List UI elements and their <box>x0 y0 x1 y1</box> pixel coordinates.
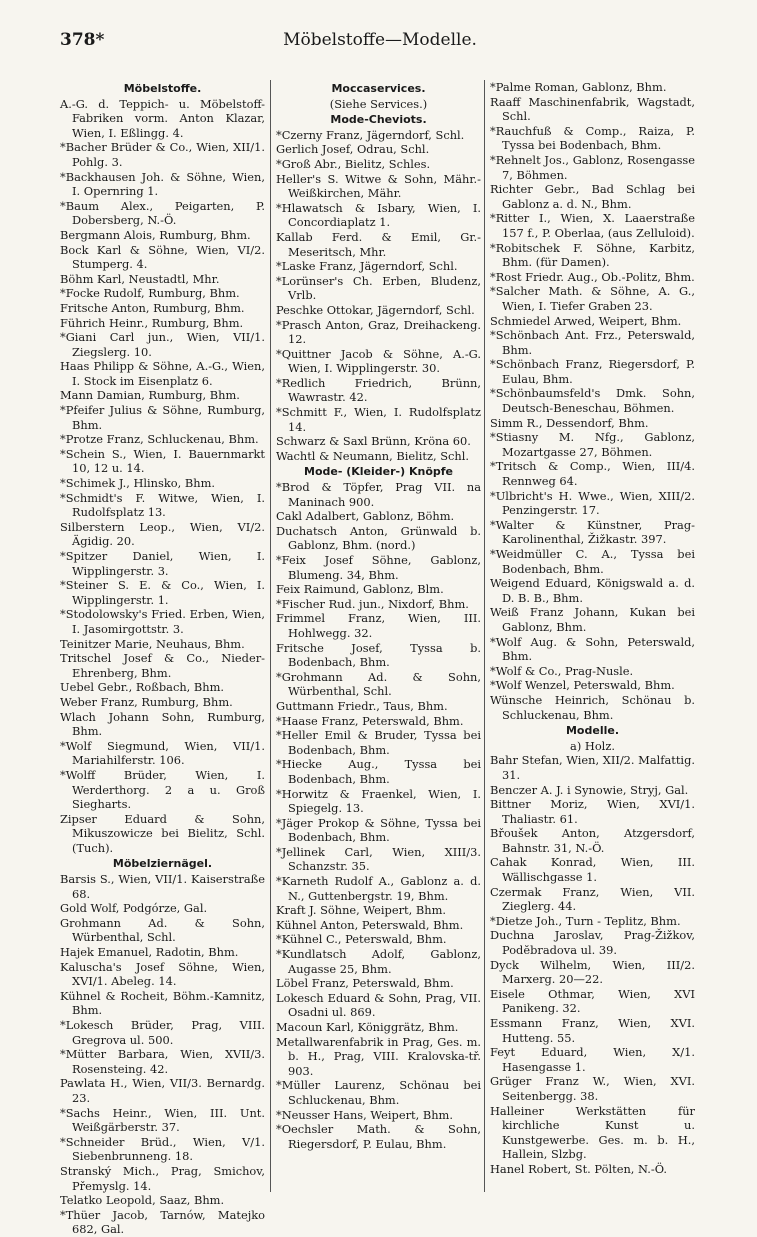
directory-entry: Schwarz & Saxl Brünn, Kröna 60. <box>276 434 471 449</box>
directory-entry: Weiß Franz Johann, Kukan bei Gablonz, Bhm. <box>490 605 695 634</box>
directory-entry: *Hlawatsch & Isbary, Wien, I. Concordiaplatz 1. <box>276 200 481 230</box>
directory-entry: Pawlata H., Wien, VII/3. Bernardg. 23. <box>60 1076 265 1105</box>
directory-entry: Essmann Franz, Wien, XVI. Hutteng. 55. <box>490 1016 695 1045</box>
directory-entry: Bittner Moriz, Wien, XVI/1. Thaliastr. 61. <box>490 797 695 826</box>
directory-entry: *Baum Alex., Peigarten, P. Dobersberg, N.-Ö. <box>60 198 265 228</box>
directory-entry: *Schmidt's F. Witwe, Wien, I. Rudolfsplatz 13. <box>60 490 265 520</box>
directory-entry: Metallwarenfabrik in Prag, Ges. m. b. H., Prag, VIII. Kralovska-tř. 903. <box>276 1034 481 1078</box>
column-rule-left <box>270 80 271 1192</box>
directory-entry: Kühnel Anton, Peterswald, Bhm. <box>276 917 464 932</box>
directory-entry: Fritsche Anton, Rumburg, Bhm. <box>60 300 245 315</box>
directory-entry: Tritschel Josef & Co., Nieder-Ehrenberg, Bhm. <box>60 651 265 680</box>
directory-entry: *Schönbaumsfeld's Dmk. Sohn, Deutsch-Beneschau, Böhmen. <box>490 386 695 416</box>
directory-entry: Břoušek Anton, Atzgersdorf, Bahnstr. 31, N.-Ö. <box>490 826 695 855</box>
directory-entry: Feyt Eduard, Wien, X/1. Hasengasse 1. <box>490 1045 695 1074</box>
directory-entry: Fritsche Josef, Tyssa b. Bodenbach, Bhm. <box>276 640 481 670</box>
directory-entry: *Pfeifer Julius & Söhne, Rumburg, Bhm. <box>60 403 265 432</box>
directory-entry: Barsis S., Wien, VII/1. Kaiserstraße 68. <box>60 872 265 901</box>
directory-entry: *Rost Friedr. Aug., Ob.-Politz, Bhm. <box>490 269 695 284</box>
directory-entry: Dyck Wilhelm, Wien, III/2. Marxerg. 20—22. <box>490 957 695 987</box>
directory-entry: Heller's S. Witwe & Sohn, Mähr.-Weißkirchen, Mähr. <box>276 171 481 201</box>
directory-entry: Grüger Franz W., Wien, XVI. Seitenbergg. 38. <box>490 1074 695 1103</box>
directory-entry: *Steiner S. E. & Co., Wien, I. Wipplingerstr. 1. <box>60 578 265 607</box>
column-rule-right <box>484 80 485 1192</box>
directory-entry: Kaluscha's Josef Söhne, Wien, XVI/1. Abeleg. 14. <box>60 959 265 989</box>
section-heading: Möbelziernägel. <box>112 857 213 871</box>
directory-entry: Eisele Othmar, Wien, XVI Panikeng. 32. <box>490 986 695 1016</box>
directory-entry: Czermak Franz, Wien, VII. Zieglerg. 44. <box>490 884 695 914</box>
directory-entry: *Hiecke Aug., Tyssa bei Bodenbach, Bhm. <box>276 757 481 786</box>
directory-entry: *Giani Carl jun., Wien, VII/1. Ziegslerg. 10. <box>60 330 265 359</box>
directory-entry: *Oechsler Math. & Sohn, Riegersdorf, P. Eulau, Bhm. <box>276 1122 481 1151</box>
directory-entry: Bock Karl & Söhne, Wien, VI/2. Stumperg. 4. <box>60 242 265 272</box>
section-heading: Mode- (Kleider-) Knöpfe <box>304 465 453 479</box>
directory-entry: *Grohmann Ad. & Sohn, Würbenthal, Schl. <box>276 669 481 699</box>
directory-entry: Silberstern Leop., Wien, VI/2. Ägidig. 20. <box>60 519 265 549</box>
directory-entry: *Lokesch Brüder, Prag, VIII. Gregrova ul. 500. <box>60 1018 265 1047</box>
directory-entry: Weber Franz, Rumburg, Bhm. <box>60 694 233 709</box>
directory-entry: *Backhausen Joh. & Söhne, Wien, I. Opernring 1. <box>60 169 265 199</box>
column-3 <box>490 80 695 1177</box>
page-header <box>60 30 700 56</box>
directory-entry: Lokesch Eduard & Sohn, Prag, VII. Osadni ul. 869. <box>276 990 481 1020</box>
directory-entry: *Robitschek F. Söhne, Karbitz, Bhm. (für Damen). <box>490 240 695 270</box>
directory-entry: Führich Heinr., Rumburg, Bhm. <box>60 315 244 330</box>
directory-entry: Peschke Ottokar, Jägerndorf, Schl. <box>276 302 475 317</box>
directory-entry: *Jäger Prokop & Söhne, Tyssa bei Bodenbach, Bhm. <box>276 815 481 845</box>
directory-entry: Mann Damian, Rumburg, Bhm. <box>60 388 240 403</box>
section-note: a) Holz. <box>570 738 615 753</box>
directory-entry: *Quittner Jacob & Söhne, A.-G. Wien, I. Wipplingerstr. 30. <box>276 346 481 376</box>
directory-entry: *Wolf Aug. & Sohn, Peterswald, Bhm. <box>490 634 695 664</box>
directory-entry: Haas Philipp & Söhne, A.-G., Wien, I. Stock im Eisenplatz 6. <box>60 359 265 388</box>
directory-entry: *Protze Franz, Schluckenau, Bhm. <box>60 432 259 447</box>
section-heading: Mode-Cheviots. <box>330 113 427 127</box>
directory-entry: *Focke Rudolf, Rumburg, Bhm. <box>60 286 240 301</box>
directory-entry: *Schneider Brüd., Wien, V/1. Siebenbrunneng. 18. <box>60 1134 265 1164</box>
directory-entry: Duchna Jaroslav, Prag-Žižkov, Podĕbradova ul. 39. <box>490 928 695 958</box>
directory-entry: *Rauchfuß & Comp., Raiza, P. Tyssa bei Bodenbach, Bhm. <box>490 123 695 153</box>
directory-entry: Hajek Emanuel, Radotin, Bhm. <box>60 945 239 960</box>
directory-entry: *Fischer Rud. jun., Nixdorf, Bhm. <box>276 596 469 611</box>
directory-entry: *Redlich Friedrich, Brünn, Wawrastr. 42. <box>276 375 481 405</box>
directory-entry: *Horwitz & Fraenkel, Wien, I. Spiegelg. 13. <box>276 786 481 816</box>
directory-entry: *Groß Abr., Bielitz, Schles. <box>276 156 431 171</box>
directory-entry: Halleiner Werkstätten für kirchliche Kunst u. Kunstgewerbe. Ges. m. b. H., Hallein, Slzbg. <box>490 1103 695 1162</box>
column-1 <box>60 80 265 1237</box>
directory-entry: *Lorünser's Ch. Erben, Bludenz, Vrlb. <box>276 273 481 303</box>
directory-entry: Wünsche Heinrich, Schönau b. Schluckenau, Bhm. <box>490 692 695 722</box>
directory-entry: *Rehnelt Jos., Gablonz, Rosengasse 7, Böhmen. <box>490 152 695 182</box>
directory-entry: *Prasch Anton, Graz, Dreihackeng. 12. <box>276 317 481 347</box>
section-heading: Moccaservices. <box>331 82 426 95</box>
directory-entry: Wlach Johann Sohn, Rumburg, Bhm. <box>60 709 265 739</box>
directory-entry: *Karneth Rudolf A., Gablonz a. d. N., Guttenbergstr. 19, Bhm. <box>276 874 481 903</box>
directory-entry: Cakl Adalbert, Gablonz, Böhm. <box>276 509 455 524</box>
section-heading: Modelle. <box>565 724 620 738</box>
directory-entry: *Weidmüller C. A., Tyssa bei Bodenbach, Bhm. <box>490 547 695 576</box>
directory-entry: Feix Raimund, Gablonz, Blm. <box>276 582 444 597</box>
column-2 <box>276 80 481 1151</box>
directory-entry: *Tritsch & Comp., Wien, III/4. Rennweg 64. <box>490 459 695 489</box>
directory-entry: Grohmann Ad. & Sohn, Würbenthal, Schl. <box>60 915 265 945</box>
directory-entry: Gold Wolf, Podgórze, Gal. <box>60 901 208 916</box>
directory-entry: Macoun Karl, Königgrätz, Bhm. <box>276 1020 459 1034</box>
directory-entry: *Kundlatsch Adolf, Gablonz, Augasse 25, Bhm. <box>276 947 481 976</box>
directory-entry: Hanel Robert, St. Pölten, N.-Ö. <box>490 1161 668 1176</box>
directory-entry: Zipser Eduard & Sohn, Mikuszowicze bei Bielitz, Schl. (Tuch). <box>60 811 265 855</box>
directory-entry: Weigend Eduard, Königswald a. d. D. B. B., Bhm. <box>490 576 695 605</box>
directory-entry: Gerlich Josef, Odrau, Schl. <box>276 142 430 157</box>
directory-entry: Bahr Stefan, Wien, XII/2. Malfattig. 31. <box>490 753 695 782</box>
directory-entry: *Wolff Brüder, Wien, I. Werderthorg. 2 a u. Groß Siegharts. <box>60 767 265 812</box>
directory-entry: Uebel Gebr., Roßbach, Bhm. <box>60 680 225 695</box>
directory-entry: Bergmann Alois, Rumburg, Bhm. <box>60 227 251 242</box>
directory-entry: Böhm Karl, Neustadtl, Mhr. <box>60 271 220 286</box>
directory-entry: *Haase Franz, Peterswald, Bhm. <box>276 713 464 728</box>
directory-entry: Löbel Franz, Peterswald, Bhm. <box>276 976 454 991</box>
directory-entry: *Schönbach Ant. Frz., Peterswald, Bhm. <box>490 328 695 357</box>
directory-entry: Schmiedel Arwed, Weipert, Bhm. <box>490 313 682 328</box>
directory-entry: *Feix Josef Söhne, Gablonz, Blumeng. 34, Bhm. <box>276 553 481 582</box>
directory-entry: Raaff Maschinenfabrik, Wagstadt, Schl. <box>490 94 695 124</box>
directory-entry: *Neusser Hans, Weipert, Bhm. <box>276 1107 453 1122</box>
directory-entry: Guttmann Friedr., Taus, Bhm. <box>276 698 448 713</box>
directory-entry: *Salcher Math. & Söhne, A. G., Wien, I. Tiefer Graben 23. <box>490 284 695 313</box>
directory-entry: *Spitzer Daniel, Wien, I. Wipplingerstr. 3. <box>60 549 265 578</box>
directory-entry: Cahak Konrad, Wien, III. Wällischgasse 1. <box>490 855 695 885</box>
directory-entry: *Wolf Wenzel, Peterswald, Bhm. <box>490 678 675 693</box>
directory-entry: *Stodolowsky's Fried. Erben, Wien, I. Jasomirgottstr. 3. <box>60 607 265 636</box>
directory-entry: Wachtl & Neumann, Bielitz, Schl. <box>276 448 470 463</box>
directory-entry: *Walter & Künstner, Prag-Karolinenthal, Žižkastr. 397. <box>490 517 695 547</box>
directory-entry: *Ritter I., Wien, X. Laaerstraße 157 f., P. Oberlaa, (aus Zelluloid). <box>490 211 695 240</box>
section-note: (Siehe Services.) <box>329 96 428 111</box>
directory-entry: *Heller Emil & Bruder, Tyssa bei Bodenbach, Bhm. <box>276 728 481 757</box>
directory-entry: *Schimek J., Hlinsko, Bhm. <box>60 476 215 491</box>
directory-entry: Kallab Ferd. & Emil, Gr.-Meseritsch, Mhr. <box>276 229 481 259</box>
directory-entry: *Wolf & Co., Prag-Nusle. <box>490 663 634 678</box>
directory-entry: Stranský Mich., Prag, Smichov, Přemyslg. 14. <box>60 1163 265 1193</box>
directory-entry: *Bacher Brüder & Co., Wien, XII/1. Pohlg. 3. <box>60 140 265 169</box>
directory-entry: *Czerny Franz, Jägerndorf, Schl. <box>276 127 465 142</box>
directory-entry: *Thüer Jacob, Tarnów, Matejko 682, Gal. <box>60 1207 265 1237</box>
directory-entry: Kühnel & Rocheit, Böhm.-Kamnitz, Bhm. <box>60 988 265 1018</box>
directory-entry: *Mütter Barbara, Wien, XVII/3. Rosensteing. 42. <box>60 1047 265 1076</box>
directory-entry: *Dietze Joh., Turn - Teplitz, Bhm. <box>490 913 681 928</box>
directory-entry: *Jellinek Carl, Wien, XIII/3. Schanzstr. 35. <box>276 844 481 874</box>
directory-entry: *Müller Laurenz, Schönau bei Schluckenau, Bhm. <box>276 1078 481 1107</box>
directory-entry: A.-G. d. Teppich- u. Möbelstoff-Fabriken vorm. Anton Klazar, Wien, I. Eßlingg. 4. <box>60 96 265 140</box>
directory-entry: *Kühnel C., Peterswald, Bhm. <box>276 932 447 947</box>
directory-entry: Richter Gebr., Bad Schlag bei Gablonz a. d. N., Bhm. <box>490 182 695 211</box>
directory-entry: *Brod & Töpfer, Prag VII. na Maninach 900. <box>276 480 481 509</box>
directory-entry: *Sachs Heinr., Wien, III. Unt. Weißgärberstr. 37. <box>60 1105 265 1135</box>
directory-entry: *Stiasny M. Nfg., Gablonz, Mozartgasse 27, Böhmen. <box>490 430 695 459</box>
directory-entry: Telatko Leopold, Saaz, Bhm. <box>60 1193 225 1208</box>
directory-entry: *Schönbach Franz, Riegersdorf, P. Eulau, Bhm. <box>490 357 695 386</box>
directory-entry: Frimmel Franz, Wien, III. Hohlwegg. 32. <box>276 611 481 640</box>
directory-entry: *Palme Roman, Gablonz, Bhm. <box>490 80 667 94</box>
directory-entry: *Wolf Siegmund, Wien, VII/1. Mariahilferstr. 106. <box>60 738 265 768</box>
directory-entry: Benczer A. J. i Synowie, Stryj, Gal. <box>490 782 689 797</box>
running-title: Möbelstoffe—Modelle. <box>283 30 477 50</box>
section-heading: Möbelstoffe. <box>123 82 202 95</box>
directory-entry: *Laske Franz, Jägerndorf, Schl. <box>276 259 458 274</box>
directory-entry: *Ulbricht's H. Wwe., Wien, XIII/2. Penzingerstr. 17. <box>490 488 695 518</box>
directory-entry: Duchatsch Anton, Grünwald b. Gablonz, Bhm. (nord.) <box>276 523 481 553</box>
page-number: 378* <box>60 30 105 50</box>
directory-entry: *Schmitt F., Wien, I. Rudolfsplatz 14. <box>276 405 481 434</box>
directory-entry: Simm R., Dessendorf, Bhm. <box>490 415 649 430</box>
directory-entry: Kraft J. Söhne, Weipert, Bhm. <box>276 903 446 918</box>
directory-entry: *Schein S., Wien, I. Bauernmarkt 10, 12 u. 14. <box>60 446 265 476</box>
directory-entry: Teinitzer Marie, Neuhaus, Bhm. <box>60 636 245 651</box>
